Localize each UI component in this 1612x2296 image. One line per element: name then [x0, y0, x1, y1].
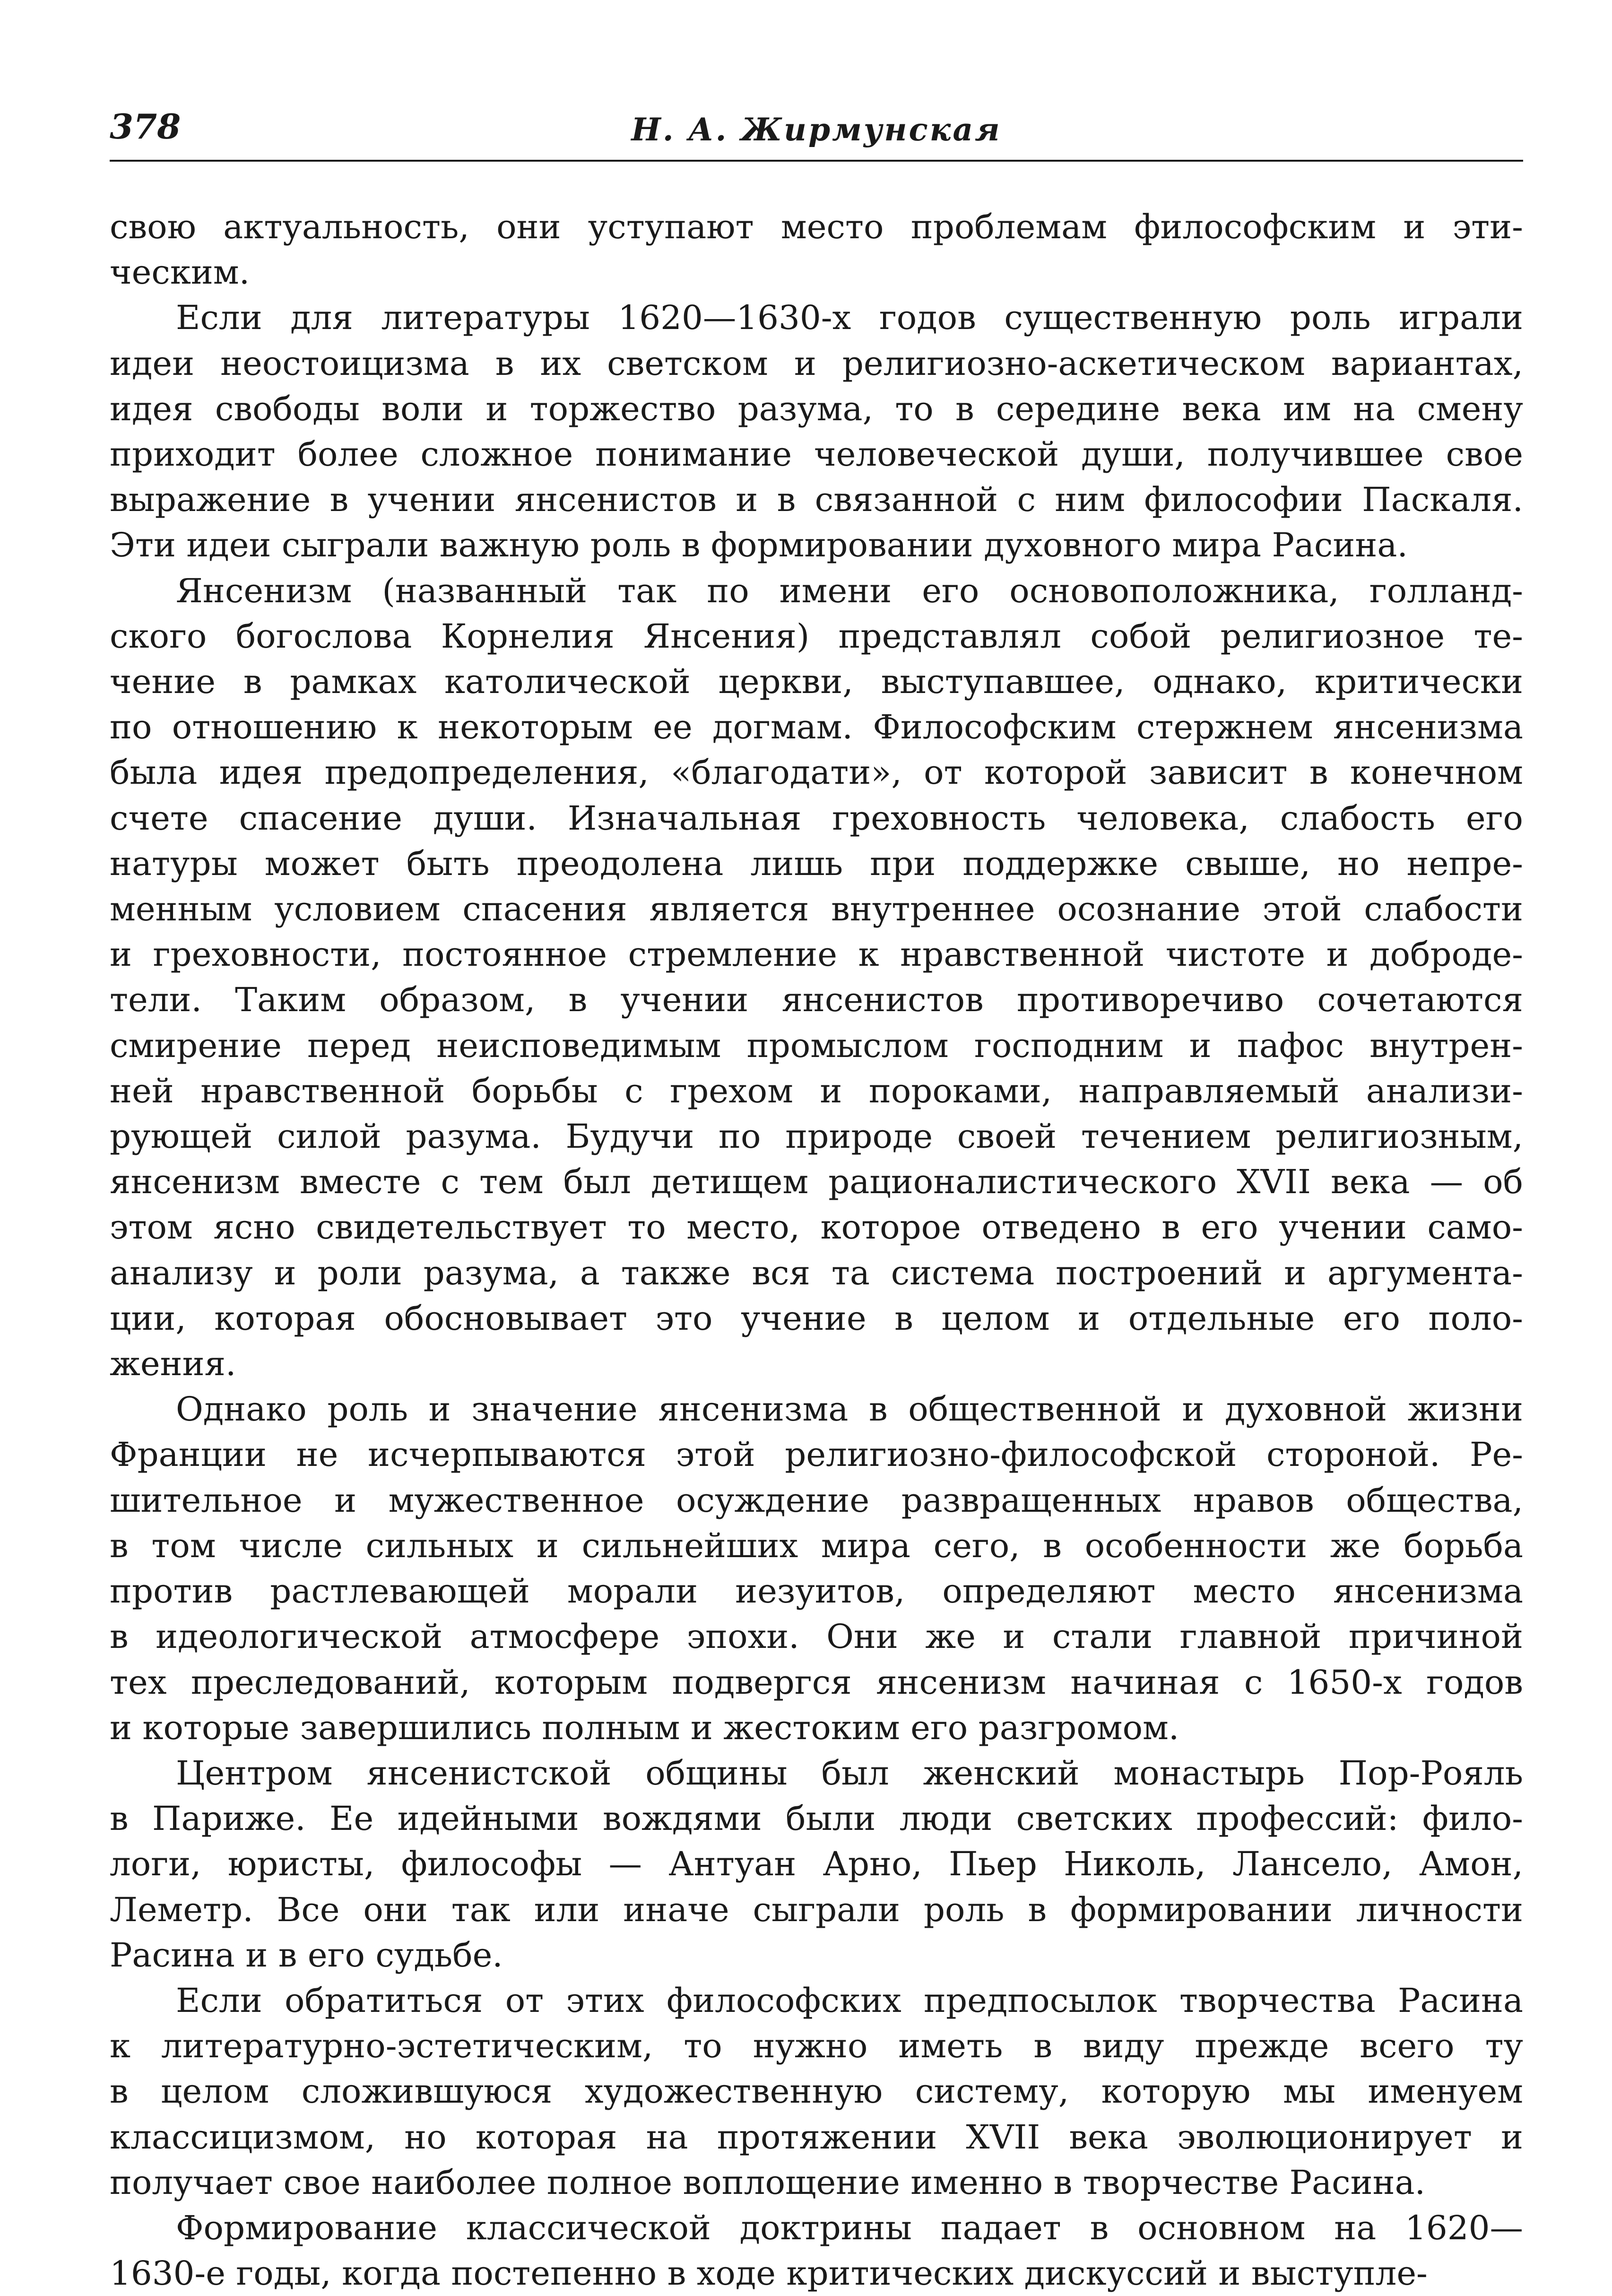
text-line: натуры может быть преодолена лишь при поддержке свыше, но непре-	[110, 844, 1523, 883]
text-line: по отношению к некоторым ее догмам. Философским стержнем янсенизма	[110, 708, 1523, 747]
text-line: Леметр. Все они так или иначе сыграли роль в формировании личности	[110, 1890, 1523, 1929]
text-line: этом ясно свидетельствует то место, которое отведено в его учении само-	[110, 1208, 1523, 1247]
text-line: жения.	[110, 1344, 236, 1384]
text-line: и которые завершились полным и жестоким его разгромом.	[110, 1708, 1179, 1747]
text-line: Если обратиться от этих философских предпосылок творчества Расина	[176, 1981, 1523, 2020]
text-line: в Париже. Ее идейными вождями были люди светских профессий: фило-	[110, 1799, 1523, 1838]
text-line: чение в рамках католической церкви, выступавшее, однако, критически	[110, 662, 1523, 702]
text-line: анализу и роли разума, а также вся та система построений и аргумента-	[110, 1253, 1523, 1292]
text-line: ческим.	[110, 253, 250, 292]
paragraph	[110, 1750, 1523, 1978]
paragraph	[110, 1978, 1523, 2205]
paragraph	[110, 2205, 1523, 2296]
text-line: к литературно-эстетическим, то нужно иметь в виду прежде всего ту	[110, 2027, 1523, 2066]
running-title: Н. А. Жирмунская	[631, 111, 1002, 148]
running-head	[110, 101, 1523, 148]
text-line: в идеологической атмосфере эпохи. Они же и стали главной причиной	[110, 1617, 1523, 1656]
text-line: 1630-е годы, когда постепенно в ходе критических дискуссий и выступле-	[110, 2254, 1428, 2293]
text-line: Франции не исчерпываются этой религиозно-философской стороной. Ре-	[110, 1435, 1523, 1474]
text-line: рующей силой разума. Будучи по природе своей течением религиозным,	[110, 1117, 1523, 1156]
text-line: идеи неостоицизма в их светском и религиозно-аскетическом вариантах,	[110, 344, 1523, 383]
text-line: и греховности, постоянное стремление к нравственной чистоте и доброде-	[110, 935, 1523, 974]
text-line: ции, которая обосновывает это учение в целом и отдельные его поло-	[110, 1299, 1523, 1338]
page-number: 378	[110, 106, 181, 147]
text-line: классицизмом, но которая на протяжении XVII века эволюционирует и	[110, 2117, 1523, 2157]
text-line: Формирование классической доктрины падает в основном на 1620—	[176, 2208, 1523, 2247]
paragraph	[110, 1386, 1523, 1750]
text-line: получает свое наиболее полное воплощение именно в творчестве Расина.	[110, 2163, 1426, 2202]
text-line: выражение в учении янсенистов и в связанной с ним философии Паскаля.	[110, 480, 1523, 520]
text-line: ней нравственной борьбы с грехом и пороками, направляемый анализи-	[110, 1071, 1523, 1110]
text-line: тели. Таким образом, в учении янсенистов противоречиво сочетаются	[110, 980, 1523, 1020]
text-line: Расина и в его судьбе.	[110, 1935, 503, 1975]
text-line: свою актуальность, они уступают место проблемам философским и эти-	[110, 208, 1523, 246]
paragraph	[110, 568, 1523, 1387]
text-line: тех преследований, которым подвергся янсенизм начиная с 1650-х годов	[110, 1663, 1523, 1702]
text-line: в том числе сильных и сильнейших мира сего, в особенности же борьба	[110, 1526, 1523, 1565]
header-rule	[110, 160, 1523, 162]
text-line: была идея предопределения, «благодати», от которой зависит в конечном	[110, 753, 1523, 792]
text-line: менным условием спасения является внутреннее осознание этой слабости	[110, 890, 1523, 929]
text-line: Однако роль и значение янсенизма в общественной и духовной жизни	[176, 1390, 1523, 1429]
text-line: идея свободы воли и торжество разума, то в середине века им на смену	[110, 389, 1523, 428]
text-line: ского богослова Корнелия Янсения) представлял собой религиозное те-	[110, 616, 1523, 656]
text-line: в целом сложившуюся художественную систему, которую мы именуем	[110, 2072, 1523, 2111]
text-line: логи, юристы, философы — Антуан Арно, Пьер Николь, Лансело, Амон,	[110, 1845, 1523, 1884]
text-line: Янсенизм (названный так по имени его основоположника, голланд-	[176, 571, 1523, 610]
text-line: Эти идеи сыграли важную роль в формировании духовного мира Расина.	[110, 526, 1408, 565]
text-line: приходит более сложное понимание человеческой души, получившее свое	[110, 435, 1523, 474]
text-line: Центром янсенистской общины был женский монастырь Пор-Рояль	[176, 1753, 1523, 1793]
text-line: счете спасение души. Изначальная греховность человека, слабость его	[110, 798, 1523, 838]
text-line: Если для литературы 1620—1630-х годов существенную роль играли	[176, 298, 1523, 338]
text-line: янсенизм вместе с тем был детищем рационалистического XVII века — об	[110, 1162, 1523, 1202]
text-line: смирение перед неисповедимым промыслом господним и пафос внутрен-	[110, 1026, 1523, 1065]
paragraph	[110, 204, 1523, 295]
body-text	[110, 204, 1523, 2296]
paragraph	[110, 295, 1523, 568]
text-line: шительное и мужественное осуждение развращенных нравов общества,	[110, 1481, 1523, 1520]
text-line: против растлевающей морали иезуитов, определяют место янсенизма	[110, 1572, 1523, 1611]
